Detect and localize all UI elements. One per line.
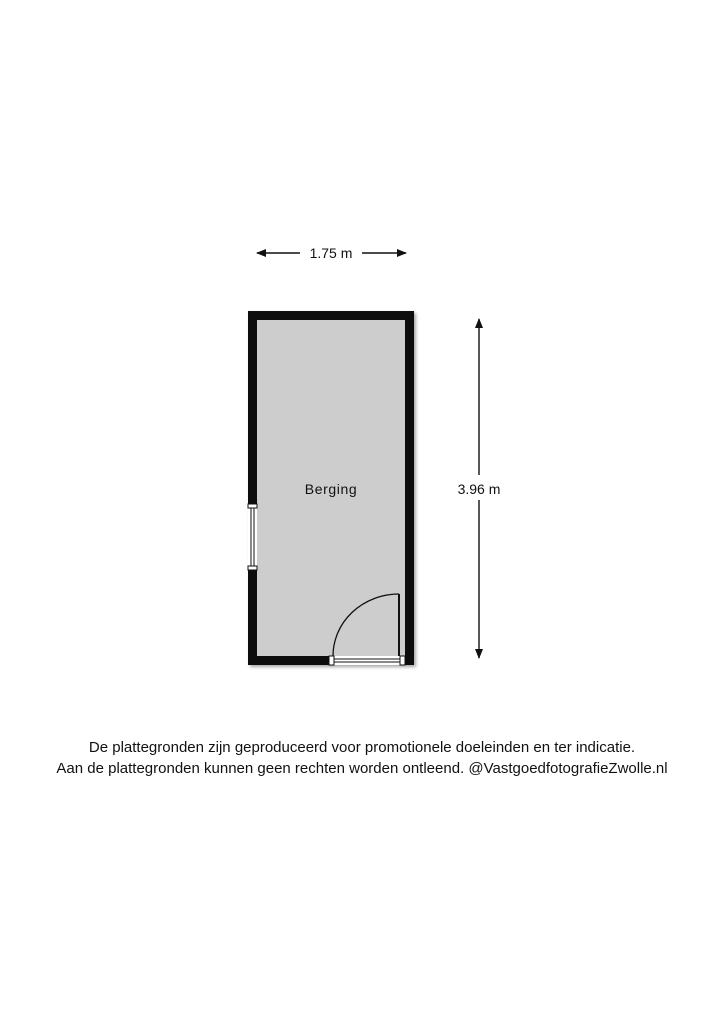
room-label: Berging bbox=[304, 481, 358, 497]
depth-dimension-label: 3.96 m bbox=[457, 481, 501, 497]
disclaimer-line-2: Aan de plattegronden kunnen geen rechten worden ontleend. @VastgoedfotografieZwolle.nl bbox=[56, 760, 668, 777]
room-berging bbox=[248, 311, 414, 665]
window-opening bbox=[248, 506, 257, 570]
width-dimension-label: 1.75 m bbox=[309, 245, 353, 261]
window-frame-top bbox=[248, 504, 257, 508]
depth-dimension bbox=[458, 319, 501, 658]
window-frame-bottom bbox=[248, 566, 257, 570]
width-dimension bbox=[257, 245, 406, 261]
window bbox=[248, 504, 257, 570]
disclaimer-line-1: De plattegronden zijn geproduceerd voor promotionele doeleinden en ter indicatie. bbox=[88, 739, 636, 756]
door-jamb-left bbox=[329, 656, 334, 665]
door-jamb-right bbox=[400, 656, 405, 665]
door-opening bbox=[332, 656, 403, 665]
